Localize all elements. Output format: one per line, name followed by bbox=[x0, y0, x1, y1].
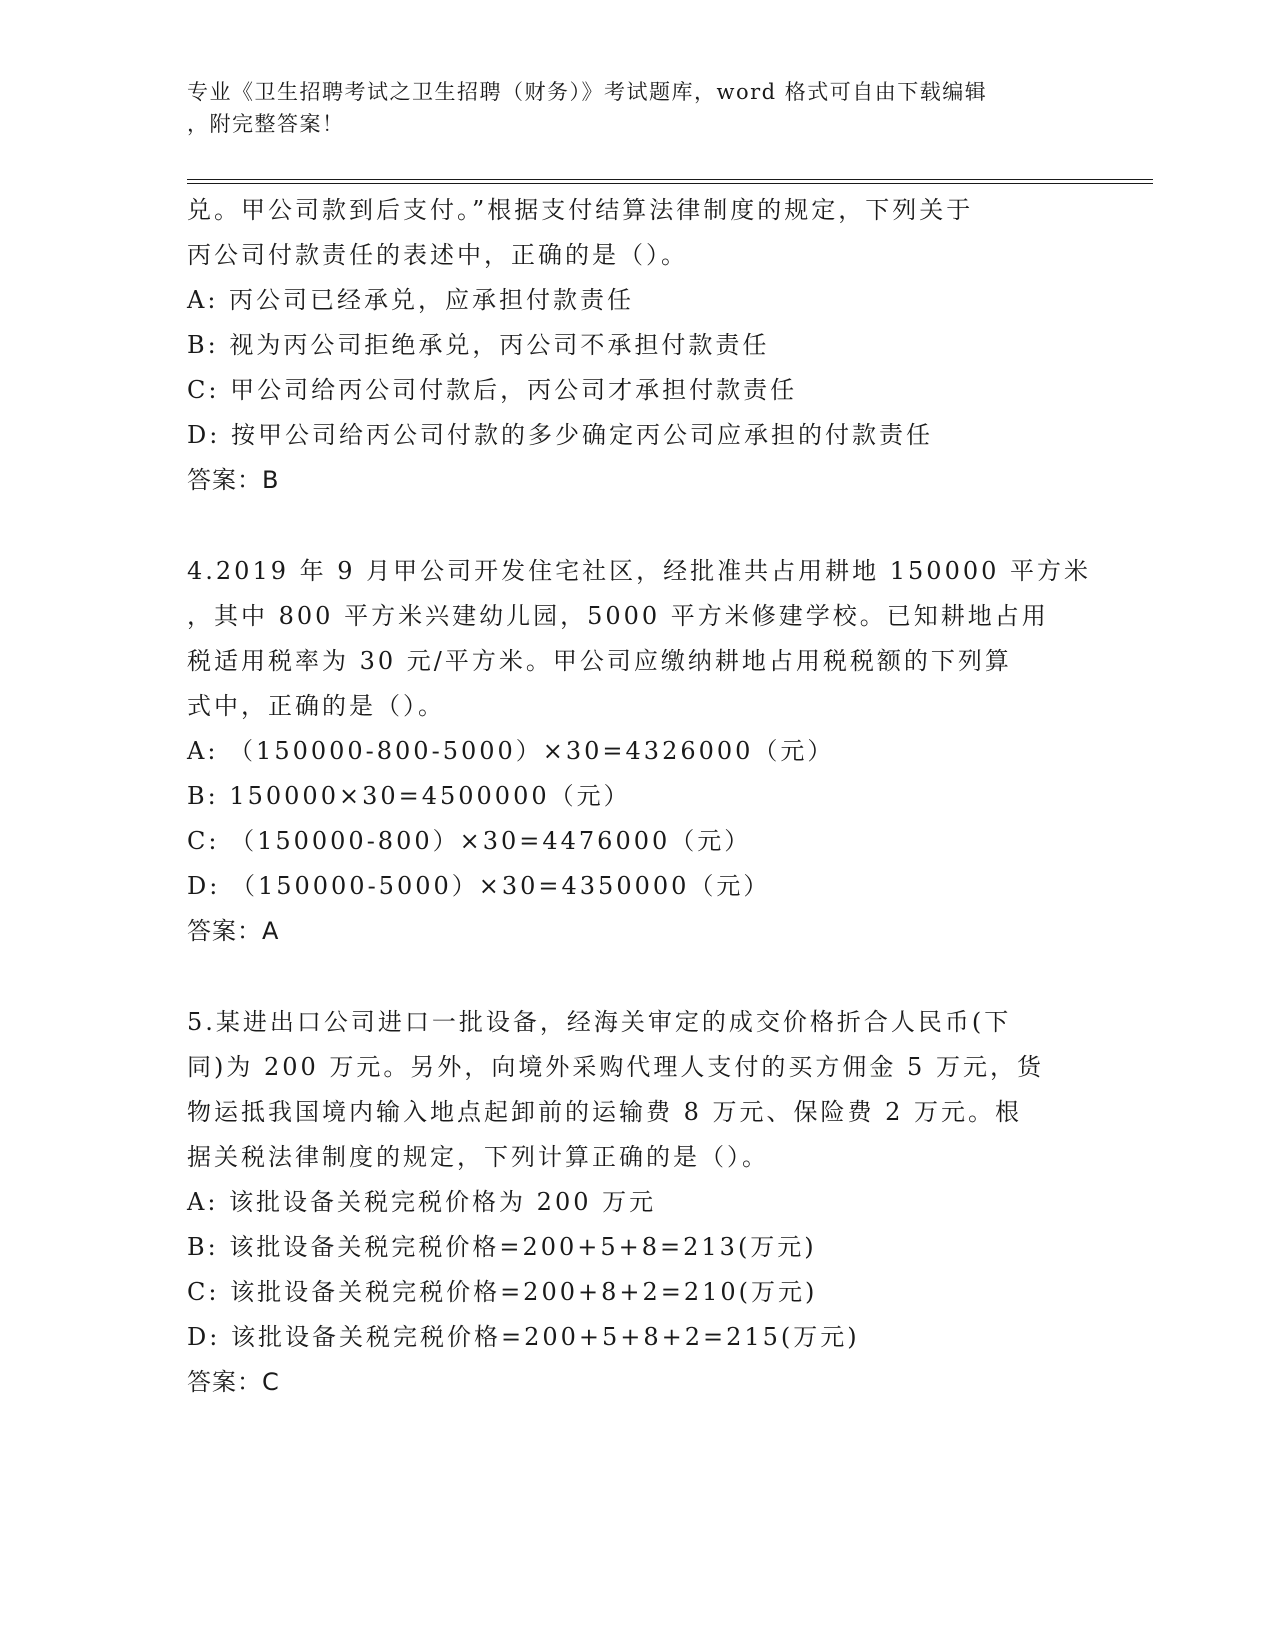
question-3-option-c: C: 甲公司给丙公司付款后，丙公司才承担付款责任 bbox=[187, 376, 798, 404]
question-4-option-b: B: 150000×30=4500000（元） bbox=[187, 782, 631, 810]
question-5-stem-line-2: 同)为 200 万元。另外，向境外采购代理人支付的买方佣金 5 万元，货 bbox=[187, 1053, 1044, 1081]
question-3 bbox=[187, 188, 1087, 503]
question-spacer bbox=[187, 954, 1087, 1000]
question-5-stem-line-1: 5.某进出口公司进口一批设备，经海关审定的成交价格折合人民币(下 bbox=[187, 1008, 1012, 1036]
question-3-answer: 答案：B bbox=[187, 466, 280, 494]
question-5-option-d: D: 该批设备关税完税价格=200+5+8+2=215(万元) bbox=[187, 1323, 860, 1351]
header-line-1: 专业《卫生招聘考试之卫生招聘（财务）》考试题库，word 格式可自由下载编辑 bbox=[187, 80, 988, 104]
question-4-answer: 答案：A bbox=[187, 917, 280, 945]
header-divider-top bbox=[187, 179, 1153, 180]
question-content bbox=[187, 188, 1092, 1405]
question-5-stem-line-3: 物运抵我国境内输入地点起卸前的运输费 8 万元、保险费 2 万元。根 bbox=[187, 1098, 1023, 1126]
question-5-option-c: C: 该批设备关税完税价格=200+8+2=210(万元) bbox=[187, 1278, 818, 1306]
document-header bbox=[187, 76, 1077, 140]
question-3-option-a: A: 丙公司已经承兑，应承担付款责任 bbox=[187, 286, 635, 314]
header-line-2: ，附完整答案！ bbox=[187, 112, 345, 136]
question-5-option-a: A: 该批设备关税完税价格为 200 万元 bbox=[187, 1188, 657, 1216]
question-4-option-a: A: （150000-800-5000）×30=4326000（元） bbox=[187, 737, 835, 765]
question-5 bbox=[187, 1000, 1087, 1405]
question-5-answer: 答案：C bbox=[187, 1368, 280, 1396]
question-5-option-b: B: 该批设备关税完税价格=200+5+8=213(万元) bbox=[187, 1233, 817, 1261]
question-3-stem-line-2: 丙公司付款责任的表述中，正确的是（）。 bbox=[187, 241, 688, 269]
question-4-stem-line-1: 4.2019 年 9 月甲公司开发住宅社区，经批准共占用耕地 150000 平方米 bbox=[187, 557, 1092, 585]
question-4-option-c: C: （150000-800）×30=4476000（元） bbox=[187, 827, 752, 855]
question-4-stem-line-3: 税适用税率为 30 元/平方米。甲公司应缴纳耕地占用税税额的下列算 bbox=[187, 647, 1012, 675]
question-3-stem-line-1: 兑。甲公司款到后支付。”根据支付结算法律制度的规定，下列关于 bbox=[187, 196, 974, 224]
question-3-option-d: D: 按甲公司给丙公司付款的多少确定丙公司应承担的付款责任 bbox=[187, 421, 933, 449]
question-5-stem-line-4: 据关税法律制度的规定，下列计算正确的是（）。 bbox=[187, 1143, 769, 1171]
question-4-option-d: D: （150000-5000）×30=4350000（元） bbox=[187, 872, 771, 900]
question-4 bbox=[187, 549, 1092, 954]
header-divider-bottom bbox=[187, 183, 1153, 184]
question-3-option-b: B: 视为丙公司拒绝承兑，丙公司不承担付款责任 bbox=[187, 331, 770, 359]
question-4-stem-line-4: 式中，正确的是（）。 bbox=[187, 692, 445, 720]
question-4-stem-line-2: ，其中 800 平方米兴建幼儿园，5000 平方米修建学校。已知耕地占用 bbox=[187, 602, 1049, 630]
question-spacer bbox=[187, 503, 1087, 549]
